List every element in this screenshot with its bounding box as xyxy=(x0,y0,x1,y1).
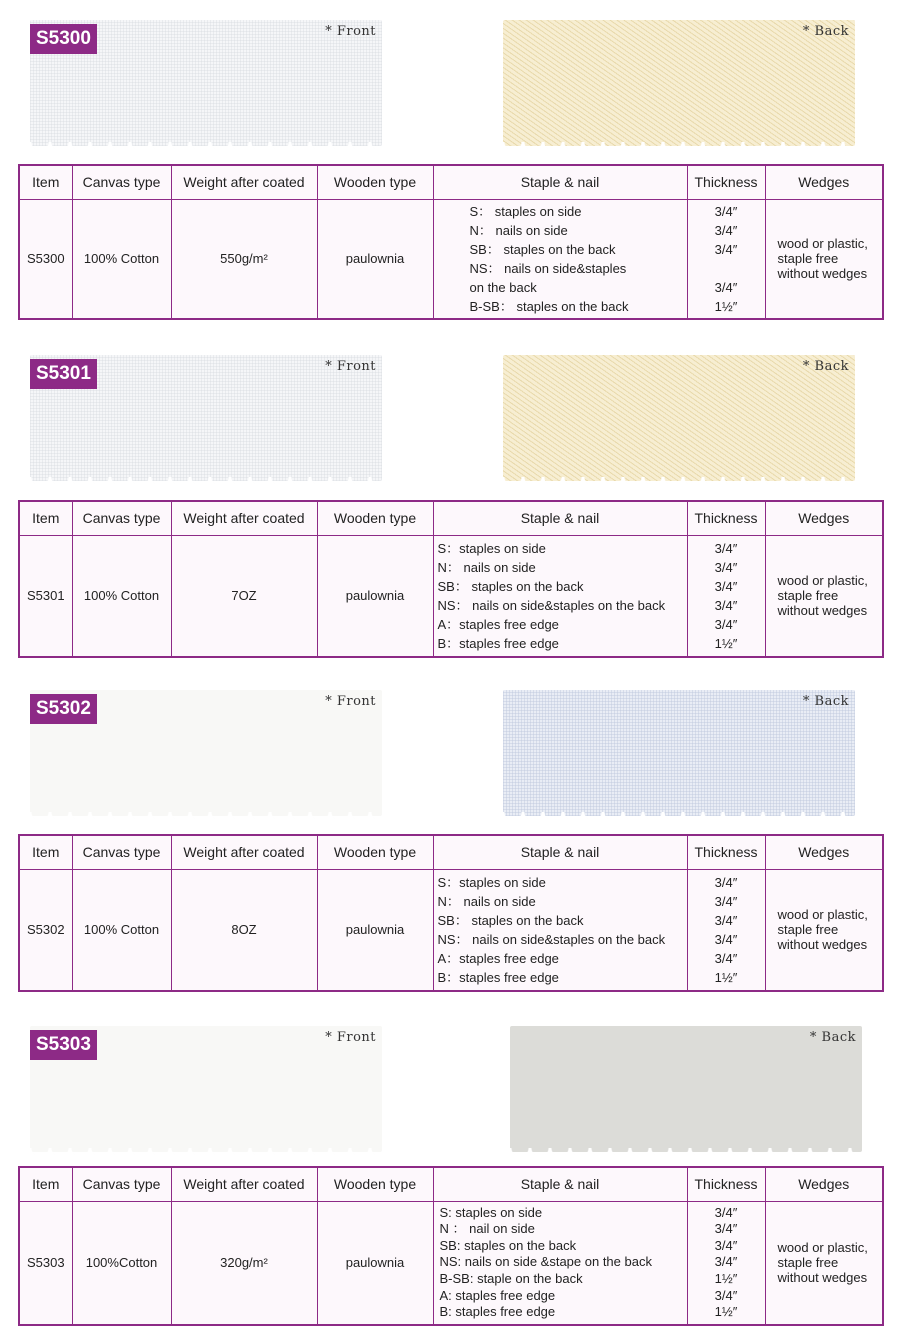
back-fabric-swatch xyxy=(503,690,855,816)
wedges-text: wood or plastic, xyxy=(777,907,868,923)
back-label: * Back xyxy=(809,1030,856,1045)
thickness-value: 3/4″ xyxy=(714,1237,738,1253)
header-thickness: Thickness xyxy=(687,165,765,199)
thickness-value: 3/4″ xyxy=(714,874,738,890)
wedges-cell xyxy=(765,199,883,319)
weight-cell: 320g/m² xyxy=(171,1201,317,1325)
thickness-value: 3/4″ xyxy=(714,540,738,556)
canvas-type-cell: 100% Cotton xyxy=(72,869,171,991)
wooden-type-cell: paulownia xyxy=(317,535,433,657)
product-code-badge: S5300 xyxy=(30,24,97,54)
wedges-cell xyxy=(765,535,883,657)
spec-table-s5302 xyxy=(18,834,884,992)
thickness-cell xyxy=(687,1201,765,1325)
table-row xyxy=(19,1201,883,1325)
wedges-text: without wedges xyxy=(777,266,868,282)
back-label: * Back xyxy=(802,694,849,709)
staple-option: NS： nails on side&staples on the back xyxy=(437,931,666,947)
staple-option: SB: staples on the back xyxy=(439,1237,577,1253)
canvas-type-cell: 100% Cotton xyxy=(72,199,171,319)
staple-option: SB： staples on the back xyxy=(437,912,584,928)
thickness-value: 3/4″ xyxy=(714,1287,738,1303)
header-canvas-type: Canvas type xyxy=(72,165,171,199)
header-canvas-type: Canvas type xyxy=(72,1167,171,1201)
thickness-value: 3/4″ xyxy=(714,1221,738,1237)
staple-option: NS： nails on side&staples on the back xyxy=(437,597,666,613)
header-staple-nail: Staple & nail xyxy=(433,835,687,869)
weight-cell: 8OZ xyxy=(171,869,317,991)
table-row xyxy=(19,535,883,657)
back-fabric-swatch xyxy=(510,1026,862,1152)
thickness-value: 1½″ xyxy=(714,1271,738,1287)
header-canvas-type: Canvas type xyxy=(72,501,171,535)
product-code-badge: S5301 xyxy=(30,359,97,389)
wedges-cell xyxy=(765,869,883,991)
staple-option: N： nails on side xyxy=(437,559,536,575)
back-label: * Back xyxy=(802,24,849,39)
wedges-text: wood or plastic, xyxy=(777,573,868,589)
wooden-type-cell: paulownia xyxy=(317,869,433,991)
table-row xyxy=(19,199,883,319)
table-header-row xyxy=(19,1167,883,1201)
thickness-cell xyxy=(687,199,765,319)
thickness-value: 3/4″ xyxy=(714,912,738,928)
thickness-value: 3/4″ xyxy=(714,578,738,594)
item-cell: S5302 xyxy=(19,869,72,991)
thickness-value: 1½″ xyxy=(714,1304,738,1320)
header-thickness: Thickness xyxy=(687,1167,765,1201)
staple-option: B: staples free edge xyxy=(439,1304,556,1320)
wooden-type-cell: paulownia xyxy=(317,199,433,319)
wedges-text: without wedges xyxy=(777,937,868,953)
weight-cell: 7OZ xyxy=(171,535,317,657)
staple-option: A：staples free edge xyxy=(437,950,559,966)
table-header-row xyxy=(19,835,883,869)
thickness-value: 1½″ xyxy=(714,298,738,314)
header-thickness: Thickness xyxy=(687,501,765,535)
header-weight: Weight after coated xyxy=(171,835,317,869)
thickness-value: 3/4″ xyxy=(714,616,738,632)
item-cell: S5301 xyxy=(19,535,72,657)
header-weight: Weight after coated xyxy=(171,501,317,535)
thickness-value: 3/4″ xyxy=(714,203,738,219)
front-label: * Front xyxy=(325,694,376,709)
thickness-cell xyxy=(687,535,765,657)
canvas-type-cell: 100%Cotton xyxy=(72,1201,171,1325)
staple-option: S： staples on side xyxy=(469,203,582,219)
staple-nail-cell xyxy=(433,535,687,657)
header-wooden-type: Wooden type xyxy=(317,165,433,199)
front-label: * Front xyxy=(325,359,376,374)
wedges-text: wood or plastic, xyxy=(777,1240,868,1256)
staple-option: SB： staples on the back xyxy=(469,241,616,257)
header-weight: Weight after coated xyxy=(171,165,317,199)
thickness-value: 3/4″ xyxy=(714,1204,738,1220)
staple-option: B：staples free edge xyxy=(437,635,559,651)
header-weight: Weight after coated xyxy=(171,1167,317,1201)
spec-table-s5303 xyxy=(18,1166,884,1326)
staple-option: S：staples on side xyxy=(437,874,546,890)
thickness-value: 3/4″ xyxy=(714,222,738,238)
header-canvas-type: Canvas type xyxy=(72,835,171,869)
header-item: Item xyxy=(19,501,72,535)
header-wedges: Wedges xyxy=(765,1167,883,1201)
table-row xyxy=(19,869,883,991)
staple-option: NS： nails on side&staples xyxy=(469,260,627,276)
staple-option: S: staples on side xyxy=(439,1204,543,1220)
thickness-value: 3/4″ xyxy=(714,241,738,257)
thickness-value: 1½″ xyxy=(714,969,738,985)
header-wooden-type: Wooden type xyxy=(317,501,433,535)
staple-option: A: staples free edge xyxy=(439,1287,556,1303)
header-item: Item xyxy=(19,165,72,199)
header-staple-nail: Staple & nail xyxy=(433,1167,687,1201)
header-wedges: Wedges xyxy=(765,165,883,199)
header-item: Item xyxy=(19,1167,72,1201)
header-staple-nail: Staple & nail xyxy=(433,165,687,199)
staple-option: N ： nail on side xyxy=(439,1221,535,1237)
staple-option: SB： staples on the back xyxy=(437,578,584,594)
weight-cell: 550g/m² xyxy=(171,199,317,319)
thickness-cell xyxy=(687,869,765,991)
thickness-value: 3/4″ xyxy=(714,950,738,966)
staple-option: B-SB: staple on the back xyxy=(439,1271,583,1287)
header-wedges: Wedges xyxy=(765,835,883,869)
staple-option: N： nails on side xyxy=(469,222,568,238)
wedges-text: staple free xyxy=(777,1255,839,1271)
item-cell: S5303 xyxy=(19,1201,72,1325)
header-wooden-type: Wooden type xyxy=(317,1167,433,1201)
staple-option: B-SB： staples on the back xyxy=(469,298,629,314)
table-header-row xyxy=(19,501,883,535)
product-code-badge: S5303 xyxy=(30,1030,97,1060)
wedges-text: wood or plastic, xyxy=(777,236,868,252)
wedges-text: staple free xyxy=(777,251,839,267)
thickness-value: 3/4″ xyxy=(714,1254,738,1270)
canvas-type-cell: 100% Cotton xyxy=(72,535,171,657)
staple-option: NS: nails on side &stape on the back xyxy=(439,1254,652,1270)
back-fabric-swatch xyxy=(503,355,855,481)
staple-option: on the back xyxy=(469,279,537,295)
staple-nail-cell xyxy=(433,1201,687,1325)
wedges-text: staple free xyxy=(777,922,839,938)
thickness-value: 1½″ xyxy=(714,635,738,651)
wedges-text: without wedges xyxy=(777,1270,868,1286)
front-label: * Front xyxy=(325,1030,376,1045)
wedges-text: without wedges xyxy=(777,603,868,619)
spec-table-s5301 xyxy=(18,500,884,658)
header-staple-nail: Staple & nail xyxy=(433,501,687,535)
wedges-text: staple free xyxy=(777,588,839,604)
item-cell: S5300 xyxy=(19,199,72,319)
staple-nail-cell xyxy=(433,869,687,991)
header-item: Item xyxy=(19,835,72,869)
header-wooden-type: Wooden type xyxy=(317,835,433,869)
table-header-row xyxy=(19,165,883,199)
wedges-cell xyxy=(765,1201,883,1325)
thickness-value: 3/4″ xyxy=(714,931,738,947)
spec-table-s5300 xyxy=(18,164,884,320)
header-wedges: Wedges xyxy=(765,501,883,535)
thickness-value: 3/4″ xyxy=(714,893,738,909)
back-label: * Back xyxy=(802,359,849,374)
staple-option: S：staples on side xyxy=(437,540,546,556)
back-fabric-swatch xyxy=(503,20,855,146)
staple-nail-cell xyxy=(433,199,687,319)
thickness-value: 3/4″ xyxy=(714,559,738,575)
front-label: * Front xyxy=(325,24,376,39)
staple-option: B：staples free edge xyxy=(437,969,559,985)
wooden-type-cell: paulownia xyxy=(317,1201,433,1325)
thickness-value: 3/4″ xyxy=(714,279,738,295)
thickness-value xyxy=(688,259,765,278)
staple-option: N： nails on side xyxy=(437,893,536,909)
product-code-badge: S5302 xyxy=(30,694,97,724)
header-thickness: Thickness xyxy=(687,835,765,869)
thickness-value: 3/4″ xyxy=(714,597,738,613)
staple-option: A：staples free edge xyxy=(437,616,559,632)
